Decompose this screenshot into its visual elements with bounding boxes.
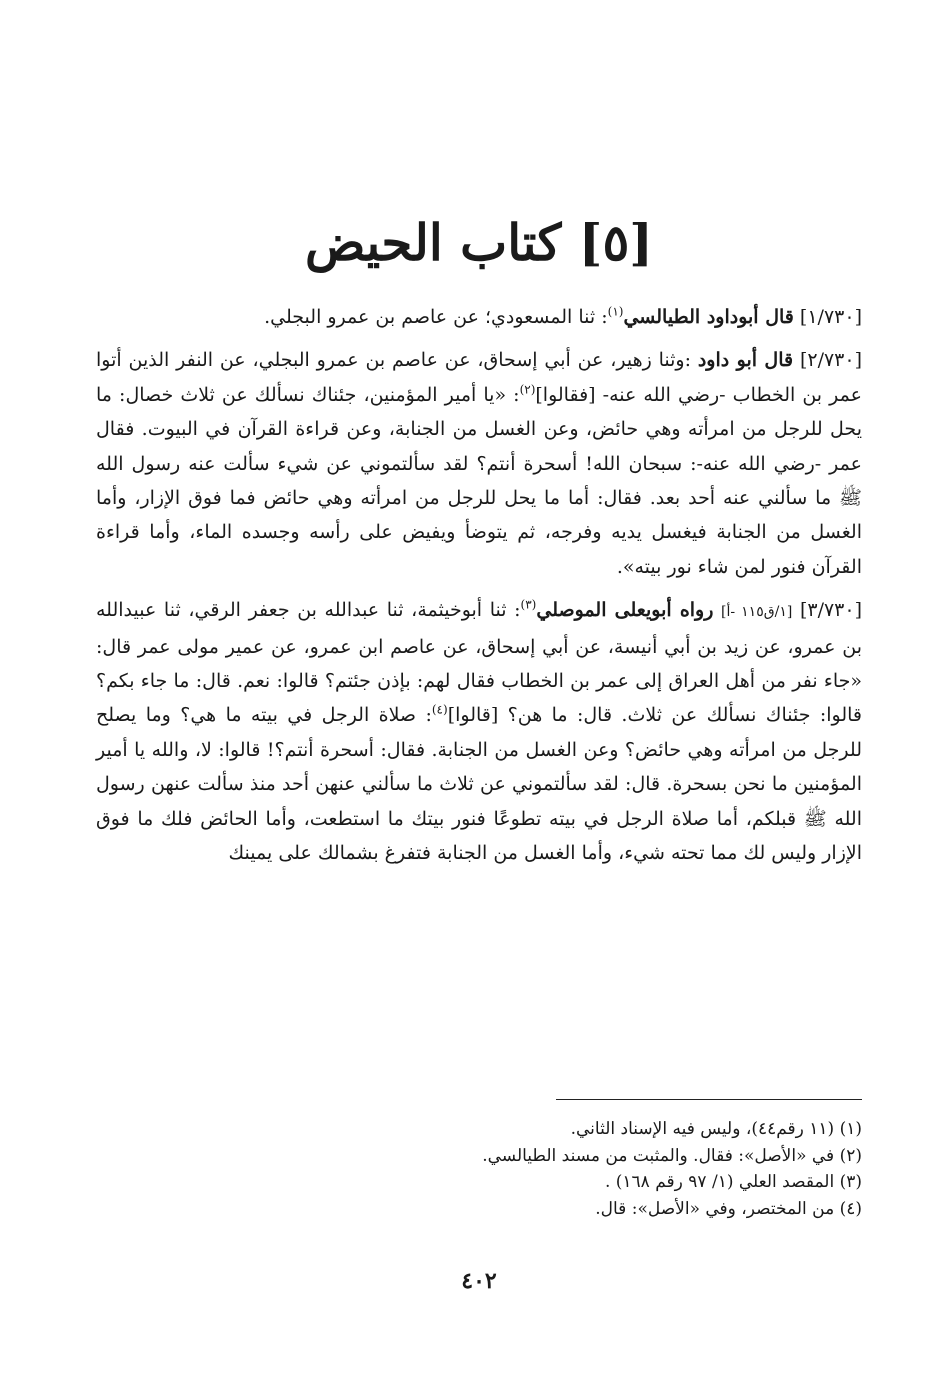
hadith-text: : ثنا المسعودي؛ عن عاصم بن عمرو البجلي. xyxy=(264,306,608,328)
hadith-source: قال أبوداود الطيالسي xyxy=(623,306,794,328)
footnote: (٣) المقصد العلي (١/ ٩٧ رقم ١٦٨) . xyxy=(604,1172,862,1192)
hadith-paragraph xyxy=(96,300,862,334)
footnotes xyxy=(96,1116,862,1222)
hadith-ref: [١/٧٣٠] xyxy=(799,306,862,328)
footnote-marker: (٣) xyxy=(520,597,537,612)
page-number: ٤٠٢ xyxy=(461,1268,497,1294)
hadith-ref: [٣/٧٣٠] xyxy=(799,599,863,622)
footnote-marker: (١) xyxy=(607,304,624,319)
hadith-ref: [٢/٧٣٠] xyxy=(799,349,863,372)
hadith-text: :وثنا زهير، عن أبي إسحاق، عن عاصم بن عمرو البجلي، عن النفر الذين أتوا عمر بن الخطاب -رضي الله عنه- [فقالوا] xyxy=(96,349,862,406)
footnote-marker: (٤) xyxy=(431,703,448,718)
footnote-divider xyxy=(556,1099,862,1100)
hadith-text: : ثنا أبوخيثمة، ثنا عبدالله بن جعفر الرقي، ثنا عبيدالله بن عمرو، عن زيد بن أبي أنيسة، عن أبي إسحاق، عن عاصم ابن عمرو، عن عمير مولى عمر قال: «جاء نفر من أهل العراق إلى عمر بن الخطاب فقال لهم: بإذن جئتم؟ قالوا: نعم. قال: ما جاء بكم؟ قالوا: جئناك نسألك عن ثلاث. قال: ما هن؟ [قالوا] xyxy=(96,599,862,727)
footnote: (٤) من المختصر، وفي «الأصل»: قال. xyxy=(595,1198,862,1219)
footnote-marker: (٢) xyxy=(519,382,536,397)
hadith-paragraph xyxy=(96,593,862,870)
manuscript-ref: [١/ق١١٥ -أ] xyxy=(721,604,793,621)
book-page xyxy=(96,0,862,1375)
footnote: (٢) في «الأصل»: فقال. والمثبت من مسند الطيالسي. xyxy=(482,1145,862,1166)
footnote: (١) (١١ رقم٤٤)، وليس فيه الإسناد الثاني. xyxy=(570,1119,862,1139)
hadith-source: رواه أبويعلى الموصلي xyxy=(536,599,714,622)
hadith-text: : «يا أمير المؤمنين، جئناك نسألك عن ثلاث خصال: ما يحل للرجل من امرأته وهي حائض، وعن الغسل من الجنابة، وعن قراءة القرآن في البيوت. فقال عمر -رضي الله عنه-: سبحان الله! أسحرة أنتم؟ لقد سألتموني عن شيء سألت عنه رسول الله ﷺ ما سألني عنه أحد بعد. فقال: أما ما يحل للرجل من امرأته وهي حائض فما فوق الإزار، وأما الغسل من الجنابة فيغسل يديه وفرجه، ثم يتوضأ ويفيض على رأسه وجسده الماء، وأما قراءة القرآن فنور لمن شاء نور بيته». xyxy=(96,383,862,578)
main-text xyxy=(96,300,862,880)
hadith-paragraph xyxy=(96,343,862,584)
hadith-source: قال أبو داود xyxy=(697,349,794,372)
hadith-text: : صلاة الرجل في بيته ما هي؟ وما يصلح للرجل من امرأته وهي حائض؟ وعن الغسل من الجنابة. فقال: أسحرة أنتم؟! قالوا: لا، والله يا أمير المؤمنين ما نحن بسحرة. قال: لقد سألتموني عن ثلاث ما سألني عنهن أحد منذ سألت عنهن رسول الله ﷺ قبلكم، أما صلاة الرجل في بيته تطوعًا فنور بيتك ما استطعت، وأما الحائض فلك ما فوق الإزار وليس لك مما تحته شيء، وأما الغسل من الجنابة فتفرغ بشمالك على يمينك xyxy=(96,704,862,865)
chapter-title: [٥] كتاب الحيض xyxy=(305,213,653,272)
